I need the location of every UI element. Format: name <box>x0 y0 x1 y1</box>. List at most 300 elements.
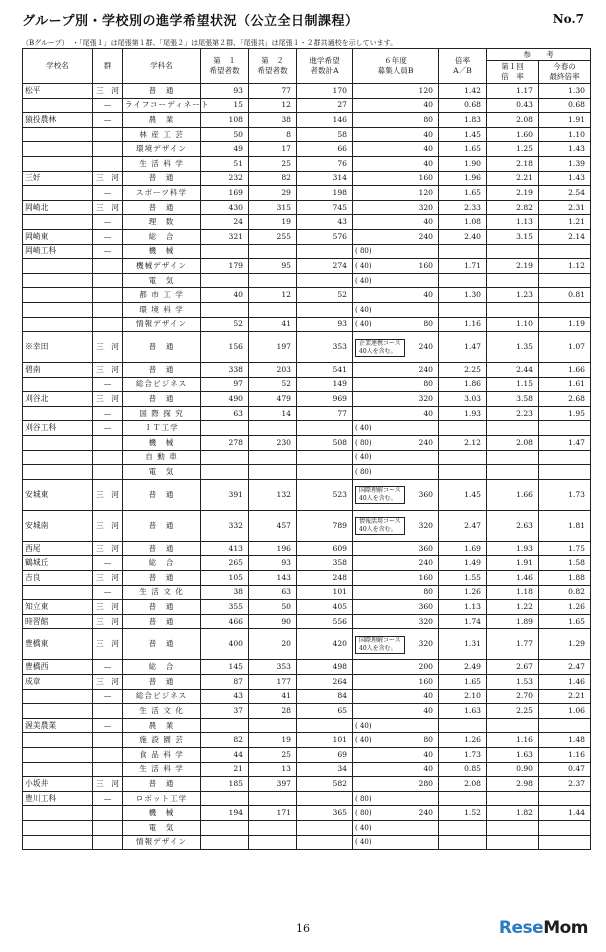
prev-ratio-cell <box>487 273 539 288</box>
table-row <box>23 259 591 274</box>
group-cell: — <box>93 421 123 436</box>
table-row <box>23 392 591 407</box>
ratio-cell: 1.65 <box>439 142 487 157</box>
ratio-cell: 1.52 <box>439 806 487 821</box>
school-cell: 知立東 <box>23 600 93 615</box>
quota-value: 240 <box>418 558 433 568</box>
first-choice-cell: 52 <box>201 317 249 332</box>
second-choice-cell: 25 <box>249 156 297 171</box>
first-choice-cell <box>201 465 249 480</box>
quota-value: 120 <box>418 187 433 197</box>
logo-part-2: Mom <box>543 918 588 938</box>
second-choice-cell: 19 <box>249 215 297 230</box>
last-ratio-cell: 1.43 <box>539 171 591 186</box>
table-row <box>23 436 591 451</box>
table-row <box>23 332 591 363</box>
prev-ratio-cell: 1.22 <box>487 600 539 615</box>
group-cell <box>93 747 123 762</box>
school-cell <box>23 733 93 748</box>
first-choice-cell <box>201 835 249 850</box>
second-choice-cell: 14 <box>249 406 297 421</box>
quota-value: 320 <box>418 639 433 649</box>
quota-cell <box>353 436 439 451</box>
dept-cell: スポーツ科学 <box>123 186 201 201</box>
second-choice-cell: 50 <box>249 600 297 615</box>
first-choice-cell: 108 <box>201 113 249 128</box>
table-row <box>23 718 591 733</box>
resemom-logo <box>499 918 588 938</box>
ratio-cell: 1.45 <box>439 127 487 142</box>
ratio-cell: 1.83 <box>439 113 487 128</box>
prev-ratio-cell: 1.23 <box>487 288 539 303</box>
table-row <box>23 142 591 157</box>
table-row <box>23 585 591 600</box>
quota-cell <box>353 571 439 586</box>
second-choice-cell: 12 <box>249 98 297 113</box>
first-choice-cell <box>201 244 249 259</box>
second-choice-cell: 19 <box>249 733 297 748</box>
prev-ratio-cell: 0.90 <box>487 762 539 777</box>
last-ratio-cell: 0.82 <box>539 585 591 600</box>
school-cell <box>23 450 93 465</box>
school-cell <box>23 259 93 274</box>
second-choice-cell: 82 <box>249 171 297 186</box>
group-cell: 三 河 <box>93 363 123 378</box>
quota-cell <box>353 317 439 332</box>
ratio-cell: 1.86 <box>439 377 487 392</box>
group-cell: 三 河 <box>93 479 123 510</box>
group-cell: — <box>93 718 123 733</box>
prev-ratio-cell: 0.43 <box>487 98 539 113</box>
total-cell: 77 <box>297 406 353 421</box>
quota-cell <box>353 614 439 629</box>
school-cell: 豊川工科 <box>23 791 93 806</box>
ratio-cell: 1.65 <box>439 675 487 690</box>
quota-value: 240 <box>418 437 433 447</box>
group-cell: 三 河 <box>93 614 123 629</box>
quota-value: 40 <box>423 764 433 774</box>
dept-cell: 環 境 科 学 <box>123 302 201 317</box>
school-cell: 刈谷北 <box>23 392 93 407</box>
second-choice-cell: 196 <box>249 541 297 556</box>
school-cell <box>23 273 93 288</box>
quota-cell <box>353 450 439 465</box>
prev-ratio-cell: 2.82 <box>487 200 539 215</box>
prev-ratio-cell: 1.17 <box>487 84 539 99</box>
ratio-cell: 1.71 <box>439 259 487 274</box>
table-row <box>23 186 591 201</box>
quota-cell <box>353 332 439 363</box>
total-cell: 93 <box>297 317 353 332</box>
group-cell: — <box>93 689 123 704</box>
ratio-cell <box>439 820 487 835</box>
prev-ratio-cell: 1.77 <box>487 629 539 660</box>
second-choice-cell: 197 <box>249 332 297 363</box>
total-cell: 365 <box>297 806 353 821</box>
quota-cell <box>353 200 439 215</box>
prev-ratio-cell: 1.89 <box>487 614 539 629</box>
quota-value: 40 <box>423 749 433 759</box>
prev-ratio-cell <box>487 244 539 259</box>
quota-cell <box>353 273 439 288</box>
prev-ratio-cell: 2.63 <box>487 510 539 541</box>
total-cell <box>297 244 353 259</box>
prev-ratio-cell <box>487 718 539 733</box>
first-choice-cell: 400 <box>201 629 249 660</box>
first-choice-cell <box>201 820 249 835</box>
table-row <box>23 363 591 378</box>
last-ratio-cell: 2.68 <box>539 392 591 407</box>
dept-cell: 総 合 <box>123 229 201 244</box>
total-cell: 541 <box>297 363 353 378</box>
quota-cell <box>353 392 439 407</box>
school-cell <box>23 704 93 719</box>
prev-ratio-cell <box>487 820 539 835</box>
school-cell: 渥美農業 <box>23 718 93 733</box>
table-row <box>23 84 591 99</box>
group-cell <box>93 436 123 451</box>
second-choice-cell: 95 <box>249 259 297 274</box>
last-ratio-cell: 2.47 <box>539 660 591 675</box>
second-choice-cell: 255 <box>249 229 297 244</box>
second-choice-cell: 77 <box>249 84 297 99</box>
dept-cell: 都 市 工 学 <box>123 288 201 303</box>
last-ratio-cell <box>539 421 591 436</box>
table-row <box>23 614 591 629</box>
prev-ratio-cell: 3.58 <box>487 392 539 407</box>
quota-cell <box>353 689 439 704</box>
second-choice-cell: 41 <box>249 689 297 704</box>
last-ratio-cell: 1.91 <box>539 113 591 128</box>
first-choice-cell: 24 <box>201 215 249 230</box>
ratio-cell: 2.49 <box>439 660 487 675</box>
quota-cell <box>353 113 439 128</box>
school-cell <box>23 98 93 113</box>
quota-cell <box>353 186 439 201</box>
quota-value: 320 <box>418 394 433 404</box>
first-choice-cell: 466 <box>201 614 249 629</box>
quota-cell <box>353 541 439 556</box>
total-cell: 789 <box>297 510 353 541</box>
total-cell: 609 <box>297 541 353 556</box>
table-row <box>23 377 591 392</box>
dept-cell: 生 活 科 学 <box>123 156 201 171</box>
school-cell: 成章 <box>23 675 93 690</box>
group-cell: — <box>93 791 123 806</box>
ratio-cell <box>439 791 487 806</box>
prev-ratio-cell: 1.25 <box>487 142 539 157</box>
quota-value: 40 <box>423 100 433 110</box>
ratio-cell: 2.08 <box>439 777 487 792</box>
prev-ratio-cell: 1.93 <box>487 541 539 556</box>
ratio-cell: 2.10 <box>439 689 487 704</box>
logo-part-1: Rese <box>498 918 544 938</box>
quota-cell <box>353 288 439 303</box>
dept-cell: 機械デザイン <box>123 259 201 274</box>
last-ratio-cell: 1.44 <box>539 806 591 821</box>
table-row <box>23 777 591 792</box>
quota-sub-note: ( 40) <box>355 276 372 285</box>
quota-value: 160 <box>418 260 433 270</box>
ratio-cell: 1.63 <box>439 704 487 719</box>
table-row <box>23 571 591 586</box>
table-row <box>23 273 591 288</box>
total-cell: 65 <box>297 704 353 719</box>
dept-cell: 普 通 <box>123 392 201 407</box>
table-row <box>23 288 591 303</box>
second-choice-cell: 132 <box>249 479 297 510</box>
ratio-cell <box>439 421 487 436</box>
table-row <box>23 541 591 556</box>
ratio-cell: 1.93 <box>439 406 487 421</box>
group-cell: — <box>93 377 123 392</box>
ratio-cell: 1.31 <box>439 629 487 660</box>
first-choice-cell: 321 <box>201 229 249 244</box>
quota-sub-note: ( 40) <box>355 305 372 314</box>
ratio-cell: 1.49 <box>439 556 487 571</box>
first-choice-cell: 156 <box>201 332 249 363</box>
dept-cell: 普 通 <box>123 629 201 660</box>
quota-value: 320 <box>418 202 433 212</box>
ratio-cell: 0.68 <box>439 98 487 113</box>
school-cell <box>23 465 93 480</box>
dept-cell: 普 通 <box>123 84 201 99</box>
last-ratio-cell <box>539 820 591 835</box>
group-cell: 三 河 <box>93 392 123 407</box>
first-choice-cell: 232 <box>201 171 249 186</box>
ratio-cell: 1.69 <box>439 541 487 556</box>
quota-value: 40 <box>423 217 433 227</box>
dept-cell: 情報デザイン <box>123 835 201 850</box>
first-choice-cell: 43 <box>201 689 249 704</box>
dept-cell: 電 気 <box>123 465 201 480</box>
second-choice-cell <box>249 465 297 480</box>
group-cell: 三 河 <box>93 629 123 660</box>
first-choice-cell: 38 <box>201 585 249 600</box>
second-choice-cell <box>249 302 297 317</box>
table-row <box>23 465 591 480</box>
footer-page-number: 16 <box>296 922 310 935</box>
quota-value: 120 <box>418 85 433 95</box>
last-ratio-cell: 1.07 <box>539 332 591 363</box>
table-row <box>23 747 591 762</box>
second-choice-cell: 20 <box>249 629 297 660</box>
quota-value: 40 <box>423 158 433 168</box>
quota-value: 240 <box>418 808 433 818</box>
total-cell: 420 <box>297 629 353 660</box>
first-choice-cell: 82 <box>201 733 249 748</box>
first-choice-cell: 49 <box>201 142 249 157</box>
ratio-cell: 1.65 <box>439 186 487 201</box>
last-ratio-cell: 0.47 <box>539 762 591 777</box>
dept-cell: 総合ビジネス <box>123 377 201 392</box>
prev-ratio-cell: 2.21 <box>487 171 539 186</box>
quota-cell <box>353 465 439 480</box>
total-cell: 58 <box>297 127 353 142</box>
quota-sub-note: ( 40) <box>355 736 372 745</box>
last-ratio-cell <box>539 718 591 733</box>
school-cell <box>23 127 93 142</box>
dept-cell: ＩＴ工学 <box>123 421 201 436</box>
second-choice-cell: 203 <box>249 363 297 378</box>
group-cell: 三 河 <box>93 171 123 186</box>
group-cell <box>93 465 123 480</box>
total-cell: 101 <box>297 585 353 600</box>
total-cell: 969 <box>297 392 353 407</box>
quota-value: 320 <box>418 520 433 530</box>
ratio-cell <box>439 244 487 259</box>
quota-sub-note: ( 40) <box>355 823 372 832</box>
dept-cell: 普 通 <box>123 675 201 690</box>
total-cell: 358 <box>297 556 353 571</box>
ratio-cell: 1.16 <box>439 317 487 332</box>
table-row <box>23 171 591 186</box>
group-cell: — <box>93 229 123 244</box>
quota-value: 80 <box>423 735 433 745</box>
group-cell <box>93 820 123 835</box>
quota-sub-note: 企業連携コース 40人を含む。 <box>355 339 405 357</box>
quota-sub-note: ( 40) <box>355 453 372 462</box>
total-cell: 34 <box>297 762 353 777</box>
group-note: （Bグループ） ・「尾張１」は尾張第１群、「尾張２」は尾張第２群、「尾張共」は尾張１・２群共通校を示しています。 <box>22 39 398 47</box>
last-ratio-cell: 1.73 <box>539 479 591 510</box>
second-choice-cell: 52 <box>249 377 297 392</box>
prev-ratio-cell: 1.46 <box>487 571 539 586</box>
school-cell: 安城東 <box>23 479 93 510</box>
quota-value: 160 <box>418 676 433 686</box>
ratio-cell: 2.33 <box>439 200 487 215</box>
group-cell: — <box>93 660 123 675</box>
first-choice-cell: 87 <box>201 675 249 690</box>
school-cell <box>23 689 93 704</box>
group-cell <box>93 733 123 748</box>
ratio-cell: 2.40 <box>439 229 487 244</box>
last-ratio-cell: 1.12 <box>539 259 591 274</box>
group-cell <box>93 704 123 719</box>
school-cell <box>23 142 93 157</box>
second-choice-cell: 28 <box>249 704 297 719</box>
school-cell: 岡崎工科 <box>23 244 93 259</box>
second-choice-cell: 90 <box>249 614 297 629</box>
total-cell: 353 <box>297 332 353 363</box>
group-cell: 三 河 <box>93 332 123 363</box>
first-choice-cell: 338 <box>201 363 249 378</box>
quota-sub-note: 情報活用コース 40人を含む。 <box>355 517 405 535</box>
prev-ratio-cell: 1.63 <box>487 747 539 762</box>
ratio-cell: 1.74 <box>439 614 487 629</box>
last-ratio-cell: 2.21 <box>539 689 591 704</box>
last-ratio-cell: 1.66 <box>539 363 591 378</box>
table-row <box>23 156 591 171</box>
ratio-cell <box>439 302 487 317</box>
prev-ratio-cell: 1.35 <box>487 332 539 363</box>
quota-value: 280 <box>418 778 433 788</box>
dept-cell: 普 通 <box>123 479 201 510</box>
last-ratio-cell: 0.68 <box>539 98 591 113</box>
quota-value: 360 <box>418 602 433 612</box>
group-cell: — <box>93 186 123 201</box>
ratio-cell: 1.42 <box>439 84 487 99</box>
last-ratio-cell: 2.31 <box>539 200 591 215</box>
school-cell: 鶴城丘 <box>23 556 93 571</box>
prev-ratio-cell: 2.23 <box>487 406 539 421</box>
ratio-cell <box>439 465 487 480</box>
school-cell: 豊橋西 <box>23 660 93 675</box>
prev-ratio-cell: 1.18 <box>487 585 539 600</box>
first-choice-cell: 278 <box>201 436 249 451</box>
dept-cell: 総 合 <box>123 660 201 675</box>
table-row <box>23 302 591 317</box>
ratio-cell <box>439 718 487 733</box>
enrollment-table <box>22 48 591 850</box>
table-row <box>23 317 591 332</box>
quota-value: 360 <box>418 489 433 499</box>
quota-cell <box>353 84 439 99</box>
prev-ratio-cell: 2.98 <box>487 777 539 792</box>
first-choice-cell <box>201 273 249 288</box>
second-choice-cell: 17 <box>249 142 297 157</box>
header-prev-ratio: 第１回 倍 率 <box>487 61 539 84</box>
first-choice-cell: 63 <box>201 406 249 421</box>
quota-cell <box>353 660 439 675</box>
total-cell <box>297 450 353 465</box>
header-group: 群 <box>93 49 123 84</box>
dept-cell: 自 動 車 <box>123 450 201 465</box>
quota-cell <box>353 675 439 690</box>
school-cell: 時習館 <box>23 614 93 629</box>
header-school: 学校名 <box>23 49 93 84</box>
prev-ratio-cell: 3.15 <box>487 229 539 244</box>
prev-ratio-cell: 1.60 <box>487 127 539 142</box>
table-row <box>23 479 591 510</box>
quota-cell <box>353 835 439 850</box>
quota-cell <box>353 479 439 510</box>
school-cell <box>23 820 93 835</box>
prev-ratio-cell: 1.16 <box>487 733 539 748</box>
last-ratio-cell: 1.95 <box>539 406 591 421</box>
table-row <box>23 215 591 230</box>
table-row <box>23 127 591 142</box>
last-ratio-cell: 1.58 <box>539 556 591 571</box>
quota-sub-note: 国際理解コース 40人を含む。 <box>355 636 405 654</box>
last-ratio-cell: 1.19 <box>539 317 591 332</box>
header-second-choice: 第 ２ 希望者数 <box>249 49 297 84</box>
total-cell: 274 <box>297 259 353 274</box>
first-choice-cell: 179 <box>201 259 249 274</box>
last-ratio-cell: 1.81 <box>539 510 591 541</box>
second-choice-cell: 38 <box>249 113 297 128</box>
group-cell <box>93 302 123 317</box>
school-cell <box>23 747 93 762</box>
table-row <box>23 675 591 690</box>
prev-ratio-cell <box>487 421 539 436</box>
prev-ratio-cell: 1.82 <box>487 806 539 821</box>
ratio-cell <box>439 835 487 850</box>
school-cell: 安城南 <box>23 510 93 541</box>
second-choice-cell: 479 <box>249 392 297 407</box>
school-cell <box>23 835 93 850</box>
quota-cell <box>353 142 439 157</box>
group-cell <box>93 835 123 850</box>
group-cell: — <box>93 98 123 113</box>
total-cell: 582 <box>297 777 353 792</box>
total-cell: 745 <box>297 200 353 215</box>
prev-ratio-cell: 1.53 <box>487 675 539 690</box>
group-cell <box>93 288 123 303</box>
quota-cell <box>353 762 439 777</box>
prev-ratio-cell: 2.19 <box>487 186 539 201</box>
quota-cell <box>353 377 439 392</box>
